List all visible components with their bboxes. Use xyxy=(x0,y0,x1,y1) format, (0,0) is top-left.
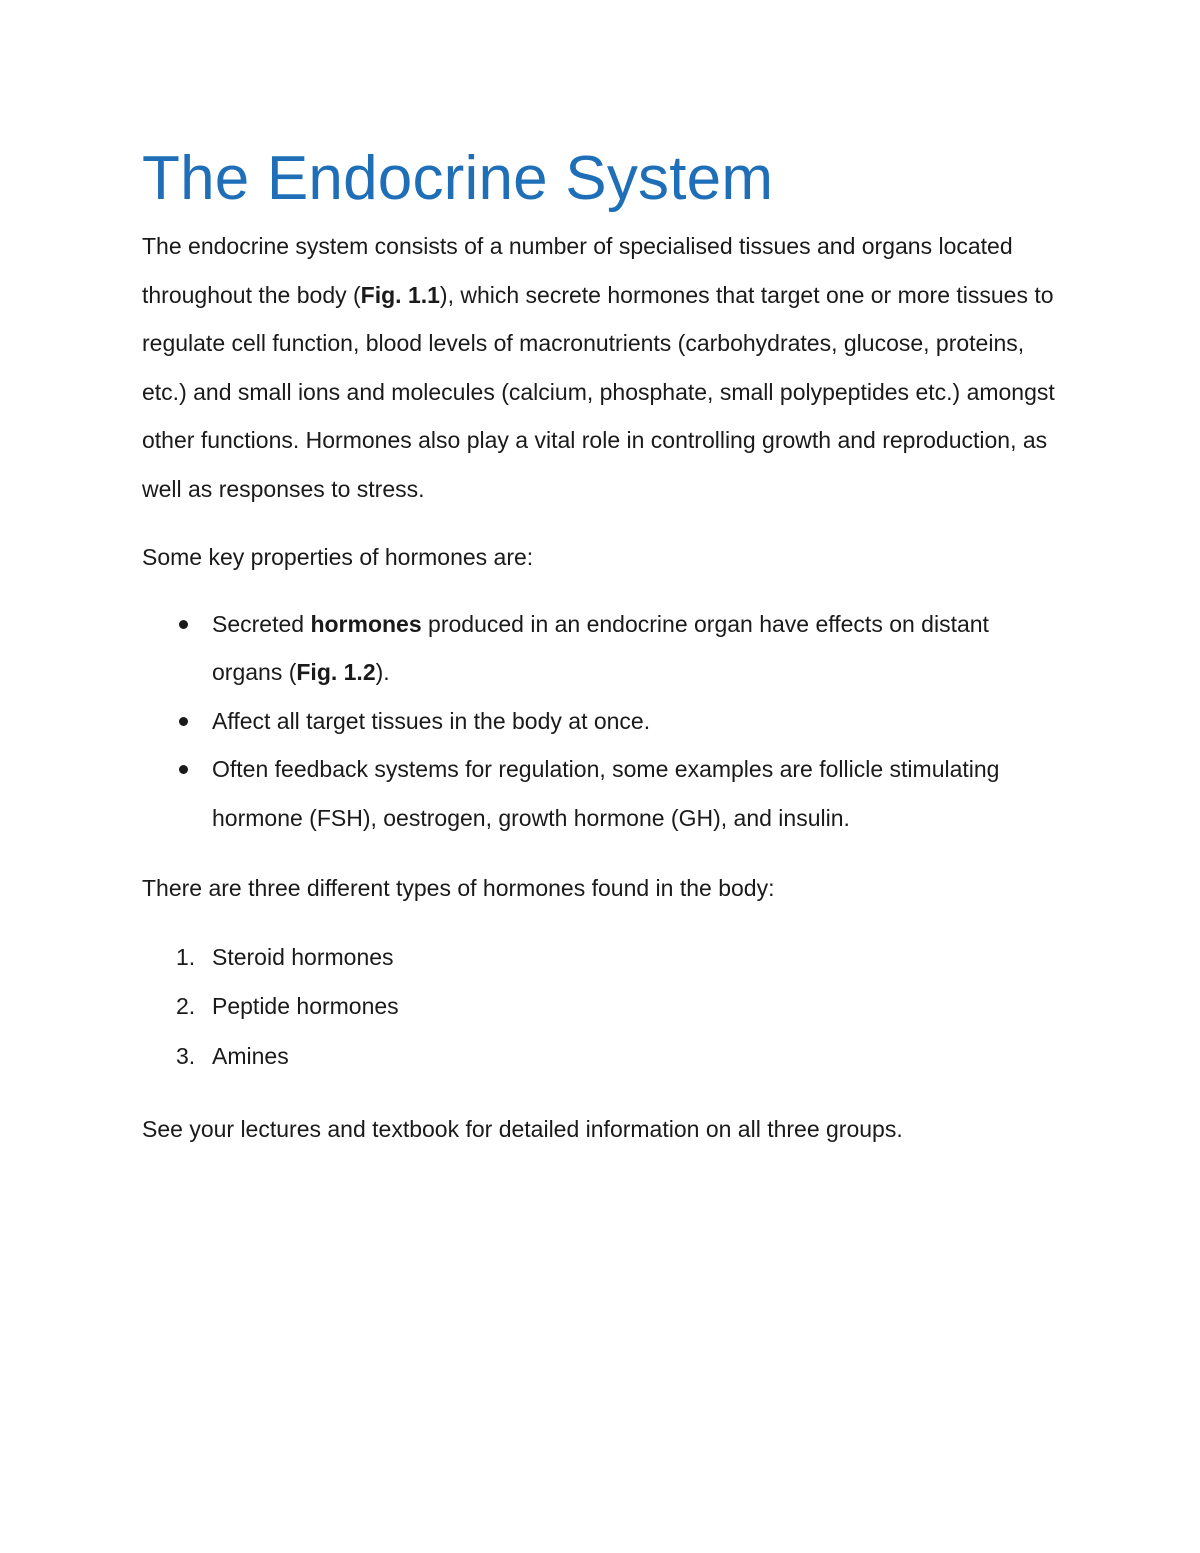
property-bold-term: hormones xyxy=(310,610,422,637)
intro-text-part1: The endocrine system consists of a number of specialised tissues and organs located throughout the body ( xyxy=(142,233,1013,308)
list-item xyxy=(176,1032,1062,1082)
property-text-post: ). xyxy=(375,659,390,685)
intro-paragraph xyxy=(142,222,1062,513)
figure-reference-1-2: Fig. 1.2 xyxy=(296,659,376,685)
list-item xyxy=(212,745,1062,842)
bullet-icon xyxy=(179,765,188,774)
properties-lead: Some key properties of hormones are: xyxy=(142,544,534,570)
bullet-icon xyxy=(179,620,188,629)
document-page xyxy=(142,140,1062,1154)
type-text: Steroid hormones xyxy=(212,943,394,970)
list-item xyxy=(176,982,1062,1032)
list-number: 1. xyxy=(176,943,196,970)
list-item xyxy=(176,933,1062,983)
types-lead: There are three different types of hormones found in the body: xyxy=(142,875,775,901)
type-text: Peptide hormones xyxy=(212,993,399,1019)
list-number: 2. xyxy=(176,993,196,1019)
figure-reference-1-1: Fig. 1.1 xyxy=(360,281,440,308)
type-text: Amines xyxy=(212,1042,289,1069)
bullet-icon xyxy=(179,717,188,726)
property-text: Affect all target tissues in the body at once. xyxy=(212,707,651,734)
list-number: 3. xyxy=(176,1042,196,1069)
property-text: Often feedback systems for regulation, some examples are follicle stimulating hormone (FSH), oestrogen, growth hormone (GH), and insulin. xyxy=(212,756,1000,831)
property-text-mid: produced in an endocrine organ have effects on distant organs ( xyxy=(212,610,989,685)
property-text-pre: Secreted xyxy=(212,610,311,637)
properties-list xyxy=(142,600,1062,843)
hormone-types-list xyxy=(142,933,1062,1082)
intro-text-part2: ), which secrete hormones that target one or more tissues to regulate cell function, blood levels of macronutrients (carbohydrates, glucose, proteins, etc.) and small ions and molecules (calcium, phosphate, small polypeptides etc.) amongst other functions. Hormones also play a vital role in controlling growth and reproduction, as well as responses to stress. xyxy=(142,281,1055,502)
list-item xyxy=(212,697,1062,746)
list-item xyxy=(212,600,1062,697)
page-title: The Endocrine System xyxy=(142,144,774,213)
closing-paragraph: See your lectures and textbook for detailed information on all three groups. xyxy=(142,1116,903,1142)
